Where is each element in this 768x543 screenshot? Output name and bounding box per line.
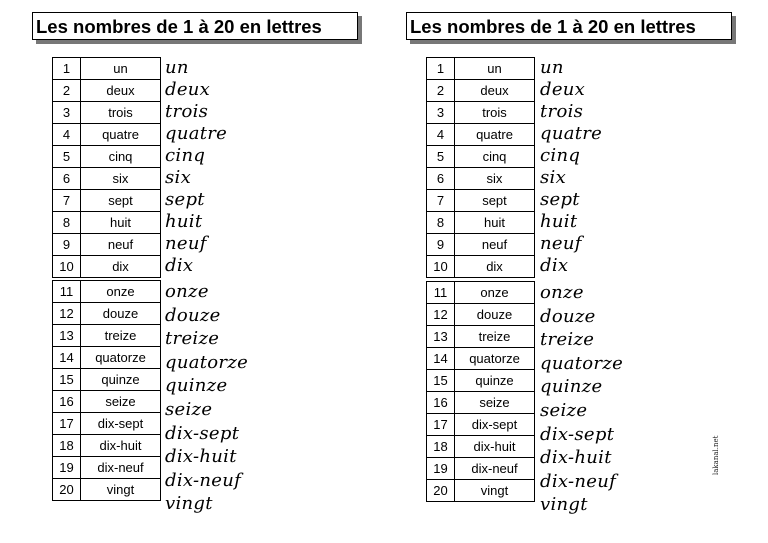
table-row (427, 282, 535, 304)
number-digit: 4 (427, 124, 455, 146)
table-row (53, 413, 161, 435)
number-digit: 14 (427, 348, 455, 370)
number-digit: 2 (53, 80, 81, 102)
number-word: vingt (81, 479, 161, 501)
number-word: quatorze (455, 348, 535, 370)
table-row (53, 212, 161, 234)
table-row (53, 347, 161, 369)
table-row (427, 168, 535, 190)
number-digit: 17 (427, 414, 455, 436)
number-digit: 16 (53, 391, 81, 413)
number-word: dix-neuf (455, 458, 535, 480)
table-row (427, 348, 535, 370)
number-word: cinq (455, 146, 535, 168)
number-digit: 12 (427, 304, 455, 326)
table-row (427, 436, 535, 458)
cursive-word: quinze (540, 376, 603, 398)
cursive-word: six (165, 167, 192, 188)
number-digit: 4 (53, 124, 81, 146)
table-row (427, 80, 535, 102)
number-digit: 14 (53, 347, 81, 369)
cursive-word: onze (540, 282, 584, 303)
cursive-word: sept (165, 189, 205, 210)
cursive-word: dix (540, 255, 569, 276)
number-word: trois (81, 102, 161, 124)
cursive-word: dix-neuf (165, 469, 242, 491)
cursive-word: huit (165, 211, 203, 232)
cursive-word: treize (540, 329, 595, 351)
table-row (53, 457, 161, 479)
cursive-word: quatorze (165, 351, 249, 373)
number-word: douze (455, 304, 535, 326)
table-row (53, 234, 161, 256)
number-digit: 10 (427, 256, 455, 278)
number-word: dix-neuf (81, 457, 161, 479)
number-word: six (455, 168, 535, 190)
table-row (53, 146, 161, 168)
cursive-word: quatre (165, 123, 228, 144)
table-row (53, 435, 161, 457)
number-digit: 8 (53, 212, 81, 234)
page-title-right: Les nombres de 1 à 20 en lettres (406, 12, 732, 40)
table-row (53, 80, 161, 102)
number-digit: 13 (53, 325, 81, 347)
cursive-word: dix-neuf (540, 470, 617, 492)
cursive-word: dix-sept (540, 423, 615, 445)
cursive-word: dix (165, 255, 194, 276)
cursive-word: douze (540, 305, 596, 327)
cursive-word: onze (165, 281, 209, 302)
number-word: quatre (81, 124, 161, 146)
cursive-word: neuf (540, 233, 582, 254)
cursive-word: vingt (540, 494, 588, 516)
table-row (427, 58, 535, 80)
cursive-word: deux (540, 79, 586, 100)
cursive-word: un (540, 57, 564, 78)
number-word: treize (81, 325, 161, 347)
cursive-word: dix-huit (540, 447, 612, 469)
number-digit: 20 (427, 480, 455, 502)
number-word: dix-sept (81, 413, 161, 435)
number-digit: 13 (427, 326, 455, 348)
watermark-text: lakanal.net (712, 435, 720, 475)
table-row (427, 326, 535, 348)
number-word: deux (455, 80, 535, 102)
number-word: quatre (455, 124, 535, 146)
table-row (427, 212, 535, 234)
number-word: onze (455, 282, 535, 304)
number-digit: 12 (53, 303, 81, 325)
table-row (53, 256, 161, 278)
number-digit: 11 (427, 282, 455, 304)
cursive-word: dix-huit (165, 446, 237, 468)
table-row (427, 304, 535, 326)
table-row (427, 146, 535, 168)
table-row (427, 414, 535, 436)
cursive-word: huit (540, 211, 578, 232)
cursive-word: quatorze (540, 352, 624, 374)
cursive-word: quinze (165, 375, 228, 397)
table-row (53, 102, 161, 124)
cursive-word: dix-sept (165, 422, 240, 444)
table-row (427, 234, 535, 256)
number-digit: 1 (427, 58, 455, 80)
number-digit: 1 (53, 58, 81, 80)
number-word: treize (455, 326, 535, 348)
cursive-word: quatre (540, 123, 603, 144)
cursive-word: six (540, 167, 567, 188)
number-digit: 9 (53, 234, 81, 256)
table-row (53, 369, 161, 391)
number-word: onze (81, 281, 161, 303)
page-title-left: Les nombres de 1 à 20 en lettres (32, 12, 358, 40)
cursive-word: un (165, 57, 189, 78)
number-digit: 8 (427, 212, 455, 234)
cursive-word: cinq (540, 145, 581, 166)
table-row (53, 168, 161, 190)
number-word: dix (81, 256, 161, 278)
table-row (53, 391, 161, 413)
number-word: seize (455, 392, 535, 414)
table-row (53, 325, 161, 347)
number-word: dix-huit (81, 435, 161, 457)
number-word: sept (455, 190, 535, 212)
number-word: huit (455, 212, 535, 234)
cursive-word: deux (165, 79, 211, 100)
number-word: dix (455, 256, 535, 278)
number-word: quinze (81, 369, 161, 391)
table-row (53, 303, 161, 325)
number-digit: 15 (427, 370, 455, 392)
number-digit: 2 (427, 80, 455, 102)
number-digit: 7 (427, 190, 455, 212)
number-word: sept (81, 190, 161, 212)
number-digit: 18 (53, 435, 81, 457)
number-digit: 10 (53, 256, 81, 278)
numbers-table-left-1-10 (52, 57, 161, 278)
table-row (427, 190, 535, 212)
number-word: dix-sept (455, 414, 535, 436)
cursive-word: sept (540, 189, 580, 210)
table-row (53, 281, 161, 303)
table-row (427, 392, 535, 414)
number-word: vingt (455, 480, 535, 502)
table-row (427, 256, 535, 278)
number-digit: 20 (53, 479, 81, 501)
number-digit: 9 (427, 234, 455, 256)
number-digit: 7 (53, 190, 81, 212)
number-word: six (81, 168, 161, 190)
cursive-word: seize (165, 399, 213, 420)
table-row (53, 58, 161, 80)
number-word: un (81, 58, 161, 80)
numbers-table-left-11-20 (52, 280, 161, 501)
number-word: quatorze (81, 347, 161, 369)
number-digit: 3 (427, 102, 455, 124)
number-word: neuf (81, 234, 161, 256)
cursive-word: treize (165, 328, 220, 350)
table-row (53, 190, 161, 212)
cursive-word: trois (165, 101, 209, 122)
number-digit: 19 (427, 458, 455, 480)
cursive-word: cinq (165, 145, 206, 166)
number-digit: 5 (53, 146, 81, 168)
number-digit: 11 (53, 281, 81, 303)
number-digit: 18 (427, 436, 455, 458)
number-word: seize (81, 391, 161, 413)
cursive-word: douze (165, 304, 221, 326)
number-digit: 5 (427, 146, 455, 168)
number-digit: 15 (53, 369, 81, 391)
number-word: trois (455, 102, 535, 124)
number-digit: 16 (427, 392, 455, 414)
number-word: un (455, 58, 535, 80)
number-word: deux (81, 80, 161, 102)
numbers-table-right-1-10 (426, 57, 535, 278)
number-word: cinq (81, 146, 161, 168)
number-digit: 17 (53, 413, 81, 435)
cursive-word: seize (540, 400, 588, 421)
number-word: quinze (455, 370, 535, 392)
numbers-table-right-11-20 (426, 281, 535, 502)
cursive-word: neuf (165, 233, 207, 254)
table-row (53, 479, 161, 501)
table-row (427, 370, 535, 392)
cursive-word: trois (540, 101, 584, 122)
table-row (427, 480, 535, 502)
number-word: huit (81, 212, 161, 234)
table-row (427, 102, 535, 124)
number-digit: 3 (53, 102, 81, 124)
table-row (427, 458, 535, 480)
number-digit: 19 (53, 457, 81, 479)
table-row (53, 124, 161, 146)
number-word: douze (81, 303, 161, 325)
number-digit: 6 (427, 168, 455, 190)
number-digit: 6 (53, 168, 81, 190)
number-word: neuf (455, 234, 535, 256)
number-word: dix-huit (455, 436, 535, 458)
cursive-word: vingt (165, 493, 213, 515)
table-row (427, 124, 535, 146)
